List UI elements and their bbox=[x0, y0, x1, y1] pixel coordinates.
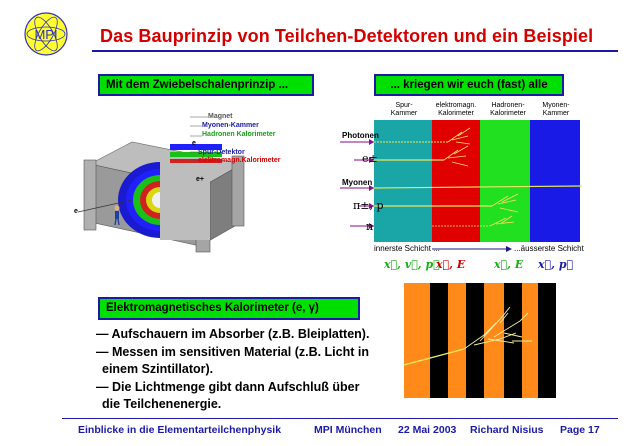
measured-ecal: x⃗, E bbox=[436, 258, 466, 271]
logo-text: MPI bbox=[34, 27, 58, 42]
measured-track: x⃗, v⃗, p⃗ bbox=[384, 258, 440, 271]
footer-place: MPI München bbox=[314, 424, 382, 436]
label-em-calorimeter: elektromagn.Kalorimeter bbox=[198, 157, 281, 164]
measured-hcal: x⃗, E bbox=[494, 258, 524, 271]
bullet-2: — Messen im sensitiven Material (z.B. Licht in bbox=[96, 344, 369, 359]
bullet-list bbox=[96, 326, 369, 414]
bullet-2-cont: einem Szintillator). bbox=[102, 362, 214, 376]
layer-ecal bbox=[432, 120, 480, 242]
particle-muon: Myonen bbox=[342, 178, 373, 187]
particle-electron: e± bbox=[362, 152, 378, 165]
footer-author: Richard Nisius bbox=[470, 424, 544, 436]
label-track-detector: Spur-Detektor bbox=[198, 149, 245, 156]
layer-track bbox=[374, 120, 432, 242]
label-hadron-calorimeter: Hadronen Kalorimeter bbox=[202, 131, 276, 138]
bullet-1: — Aufschauern im Absorber (z.B. Bleiplatten). bbox=[96, 327, 370, 341]
bullet-3: — Die Lichtmenge gibt dann Aufschluß über bbox=[96, 379, 360, 394]
footer-course: Einblicke in die Elementarteilchenphysik bbox=[78, 424, 282, 436]
title-rule bbox=[92, 50, 618, 52]
footer-date: 22 Mai 2003 bbox=[398, 424, 457, 436]
shower-illustration bbox=[404, 283, 556, 398]
catch-all-box: ... kriegen wir euch (fast) alle bbox=[374, 74, 564, 96]
col-head-track: Spur- Kammer bbox=[390, 102, 418, 117]
layer-muon bbox=[530, 120, 580, 242]
axis-inner-layer: innerste Schicht ... bbox=[374, 244, 440, 253]
mpi-logo bbox=[23, 11, 69, 57]
particle-neutron: n bbox=[366, 220, 374, 233]
measured-muon: x⃗, p⃗ bbox=[538, 258, 574, 271]
particle-layer-diagram bbox=[340, 120, 582, 255]
page-title: Das Bauprinzip von Teilchen-Detektoren und ein Beispiel bbox=[100, 26, 594, 46]
label-positron: e+ bbox=[196, 176, 204, 183]
footer-page: Page 17 bbox=[560, 424, 600, 436]
label-electron: e bbox=[192, 140, 196, 147]
col-head-hcal: Hadronen- Kalorimeter bbox=[490, 102, 526, 117]
col-head-ecal: elektromagn. Kalorimeter bbox=[435, 102, 477, 117]
footer-rule bbox=[62, 418, 618, 419]
label-muon-chamber: Myonen-Kammer bbox=[202, 122, 259, 129]
onion-principle-box: Mit dem Zwiebelschalenprinzip ... bbox=[98, 74, 314, 96]
label-magnet: Magnet bbox=[208, 113, 233, 120]
particle-photon: Photonen bbox=[342, 131, 379, 140]
detector-illustration bbox=[72, 104, 302, 254]
em-calorimeter-box: Elektromagnetisches Kalorimeter (e, γ) bbox=[98, 297, 360, 320]
particle-pion-proton: π±, p bbox=[353, 199, 384, 212]
layer-hcal bbox=[480, 120, 530, 242]
bullet-3-cont: die Teilchenenergie. bbox=[102, 397, 222, 411]
axis-outer-layer: ...äusserste Schicht bbox=[514, 244, 584, 253]
label-electron-beam: e bbox=[74, 208, 78, 215]
col-head-muon: Myonen- Kammer bbox=[542, 102, 570, 117]
